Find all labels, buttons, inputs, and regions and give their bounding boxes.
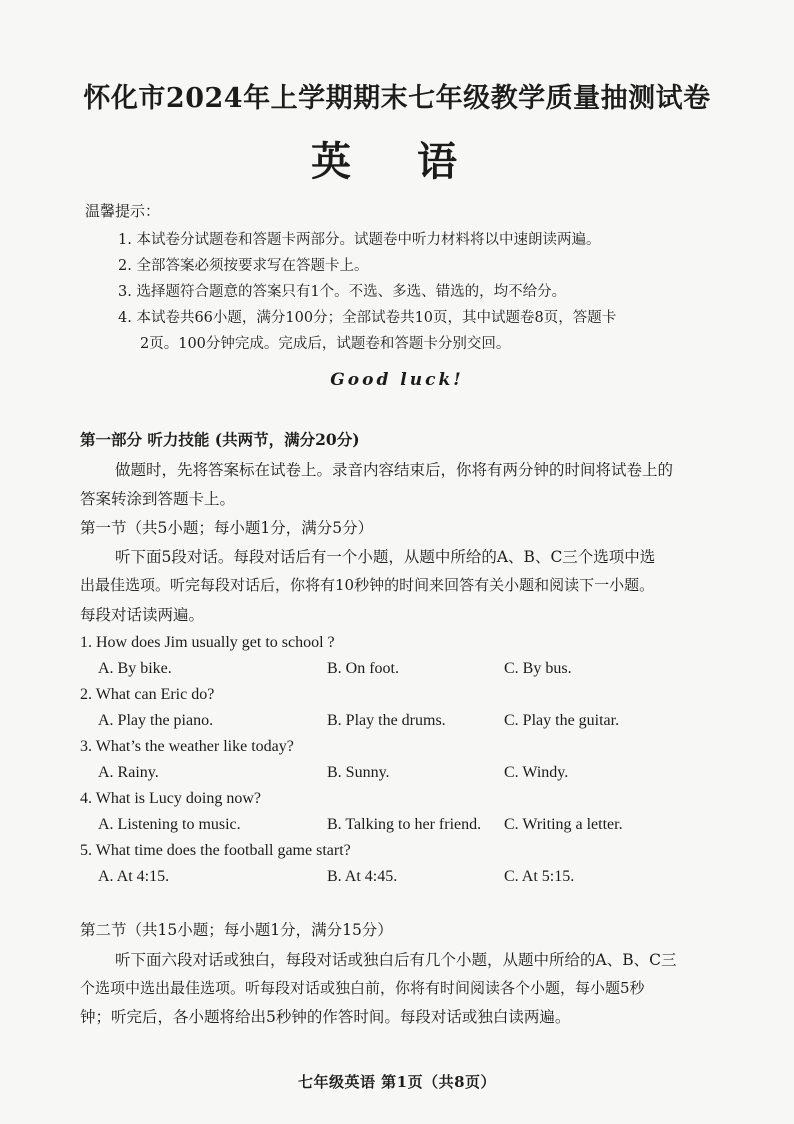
section1-intro: 听下面5段对话。每段对话后有一个小题，从题中所给的A、B、C三个选项中选 (115, 548, 656, 566)
option-b: B. Talking to her friend. (327, 816, 482, 833)
option-c: C. Windy. (504, 764, 569, 781)
question-text: 4. What is Lucy doing now? (80, 790, 262, 807)
option-b: B. At 4:45. (327, 868, 398, 885)
option-c: C. At 5:15. (504, 868, 575, 885)
exam-title: 怀化市2024年上学期期末七年级教学质量抽测试卷 (83, 83, 711, 114)
subject-title: 英 语 (311, 138, 483, 185)
good-luck: Good luck! (330, 370, 464, 390)
question-text: 3. What’s the weather like today? (80, 738, 294, 755)
section1-title: 第一节（共5小题；每小题1分，满分5分） (80, 519, 374, 537)
tip-item: 2. 全部答案必须按要求写在答题卡上。 (118, 258, 369, 274)
option-b: B. On foot. (327, 660, 399, 677)
option-b: B. Sunny. (327, 764, 390, 781)
tip-item: 4. 本试卷共66小题，满分100分；全部试卷共10页，其中试题卷8页，答题卡 (118, 310, 617, 326)
option-b: B. Play the drums. (327, 712, 446, 729)
section2-intro: 听下面六段对话或独白，每段对话或独白后有几个小题，从题中所给的A、B、C三 (115, 951, 677, 969)
part1-intro: 答案转涂到答题卡上。 (80, 490, 236, 508)
question-text: 5. What time does the football game start? (80, 842, 351, 859)
option-c: C. Writing a letter. (504, 816, 623, 833)
option-a: A. Listening to music. (98, 816, 241, 833)
option-a: A. Rainy. (98, 764, 159, 781)
question-text: 2. What can Eric do? (80, 686, 215, 703)
section2-intro: 个选项中选出最佳选项。听每段对话或独白前，你将有时间阅读各个小题，每小题5秒 (80, 979, 645, 997)
part1-title: 第一部分 听力技能 (共两节，满分20分) (80, 430, 360, 449)
tips-heading: 温馨提示： (85, 202, 161, 220)
section1-intro: 每段对话读两遍。 (80, 606, 205, 624)
section2-title: 第二节（共15小题；每小题1分，满分15分） (80, 921, 393, 939)
option-a: A. Play the piano. (98, 712, 214, 729)
page-footer: 七年级英语 第1页（共8页） (297, 1073, 497, 1091)
option-c: C. Play the guitar. (504, 712, 620, 729)
section1-intro: 出最佳选项。听完每段对话后，你将有10秒钟的时间来回答有关小题和阅读下一小题。 (80, 576, 655, 594)
option-a: A. At 4:15. (98, 868, 170, 885)
option-a: A. By bike. (98, 660, 172, 677)
part1-intro: 做题时，先将答案标在试卷上。录音内容结束后，你将有两分钟的时间将试卷上的 (115, 461, 674, 479)
option-c: C. By bus. (504, 660, 572, 677)
tip-item: 1. 本试卷分试题卷和答题卡两部分。试题卷中听力材料将以中速朗读两遍。 (118, 232, 601, 248)
tip-item: 2页。100分钟完成。完成后，试题卷和答题卡分别交回。 (140, 336, 511, 352)
question-text: 1. How does Jim usually get to school ? (80, 634, 335, 651)
tip-item: 3. 选择题符合题意的答案只有1个。不选、多选、错选的，均不给分。 (118, 284, 567, 300)
section2-intro: 钟；听完后，各小题将给出5秒钟的作答时间。每段对话或独白读两遍。 (80, 1008, 571, 1026)
